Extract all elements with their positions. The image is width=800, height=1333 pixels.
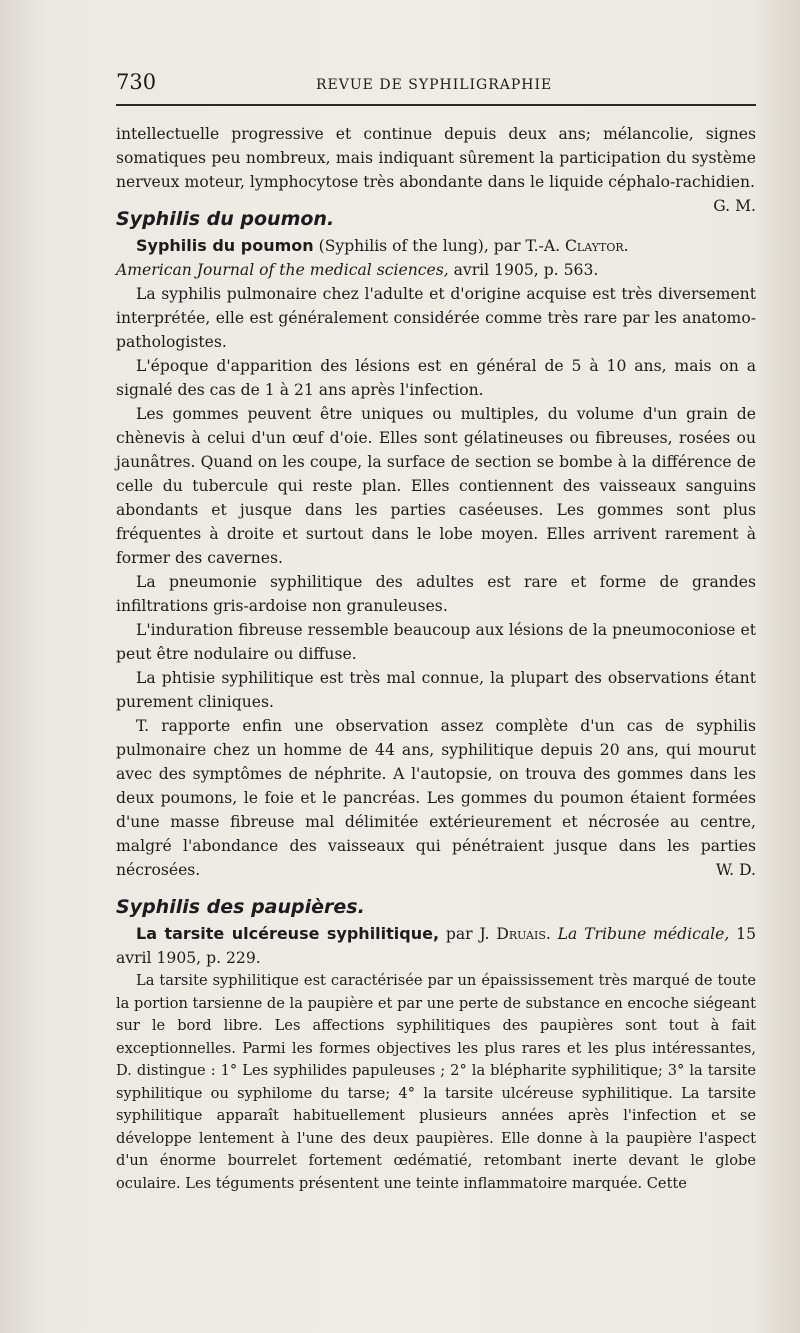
article-title-rest: (Syphilis of the lung), par T.-A. (313, 237, 565, 255)
article-author: Druais. (496, 925, 551, 943)
article-journal-rest: 15 avril 1905, p. 229. (116, 925, 756, 967)
intro-signature: G. M. (713, 197, 756, 215)
body-paragraph: L'induration fibreuse ressemble beaucoup aux lésions de la pneumoconiose et peut être nodulaire ou diffuse. (116, 621, 756, 663)
article-journal-rest: avril 1905, p. 563. (448, 261, 599, 279)
running-title: REVUE DE SYPHILIGRAPHIE (316, 77, 553, 93)
article-citation-paupieres (116, 922, 756, 970)
section-heading-paupieres: Syphilis des paupières. (116, 896, 365, 918)
article-title: Syphilis du poumon (136, 236, 314, 255)
article-author: Claytor. (565, 237, 629, 255)
body-paragraph: La tarsite syphilitique est caractérisée par un épaississement très marqué de toute la portion tarsienne de la paupière et par une perte de substance en encoche siégeant sur le bord libre. Les affections syphilitiques des paupières sont tout à fait exceptionnelles. Parmi les formes objectives les plus rares et les plus intéressantes, D. distingue : 1° Les syphilides papuleuses ; 2° la blépharite syphilitique; 3° la tarsite syphilitique ou syphilome du tarse; 4° la tarsite ulcéreuse syphilitique. La tarsite syphilitique apparaît habituellement plusieurs années après l'infection et se développe lentement à l'une des deux paupières. Elle donne à la paupière l'aspect d'un énorme bourrelet fortement œdématié, retombant inerte devant le globe oculaire. Les téguments présentent une teinte inflammatoire marquée. Cette (116, 972, 756, 1192)
body-paragraph: Les gommes peuvent être uniques ou multiples, du volume d'un grain de chènevis à celui d'un œuf d'oie. Elles sont gélatineuses ou fibreuses, rosées ou jaunâtres. Quand on les coupe, la surface de section se bombe à la différence de celle du tubercule qui reste plan. Elles contiennent des vaisseaux sanguins abondants et jusque dans les parties caséeuses. Les gommes sont plus fréquentes à droite et surtout dans le lobe moyen. Elles arrivent rarement à former des cavernes. (116, 405, 756, 567)
article-journal: La Tribune médicale, (557, 925, 730, 943)
body-paragraph: La phtisie syphilitique est très mal connue, la plupart des observations étant purement cliniques. (116, 669, 756, 711)
page-number: 730 (116, 70, 157, 94)
article-title-rest: par J. (439, 925, 497, 943)
article-citation-poumon (116, 234, 756, 282)
article-title: La tarsite ulcéreuse syphilitique, (136, 924, 440, 943)
page-content (116, 70, 756, 1195)
intro-paragraph (116, 122, 756, 215)
body-paragraph: La syphilis pulmonaire chez l'adulte et d'origine acquise est très diversement interprétée, elle est généralement considérée comme très rare par les anatomo-pathologistes. (116, 285, 756, 351)
body-paragraph: L'époque d'apparition des lésions est en général de 5 à 10 ans, mais on a signalé des cas de 1 à 21 ans après l'infection. (116, 357, 756, 399)
intro-text: intellectuelle progressive et continue depuis deux ans; mélancolie, signes somatiques peu nombreux, mais indiquant sûrement la participation du système nerveux moteur, lymphocytose très abondante dans le liquide céphalo-rachidien. (116, 125, 756, 191)
body-paragraph-last (116, 714, 756, 882)
body-paragraph-text: T. rapporte enfin une observation assez complète d'un cas de syphilis pulmonaire chez un homme de 44 ans, syphilitique depuis 20 ans, qui mourut avec des symptômes de néphrite. A l'autopsie, on trouva des gommes dans les deux poumons, le foie et le pancréas. Les gommes du poumon étaient formées d'une masse fibreuse mal délimitée extérieurement et nécrosée au centre, malgré l'abondance des vaisseaux qui pénétraient jusque dans les parties nécrosées. (116, 717, 756, 879)
article-journal: American Journal of the medical sciences, (116, 261, 449, 279)
page-header (116, 70, 756, 106)
section-signature: W. D. (715, 861, 756, 879)
body-paragraph: La pneumonie syphilitique des adultes est rare et forme de grandes infiltrations gris-ardoise non granuleuses. (116, 573, 756, 615)
section-heading-poumon: Syphilis du poumon. (116, 208, 335, 230)
